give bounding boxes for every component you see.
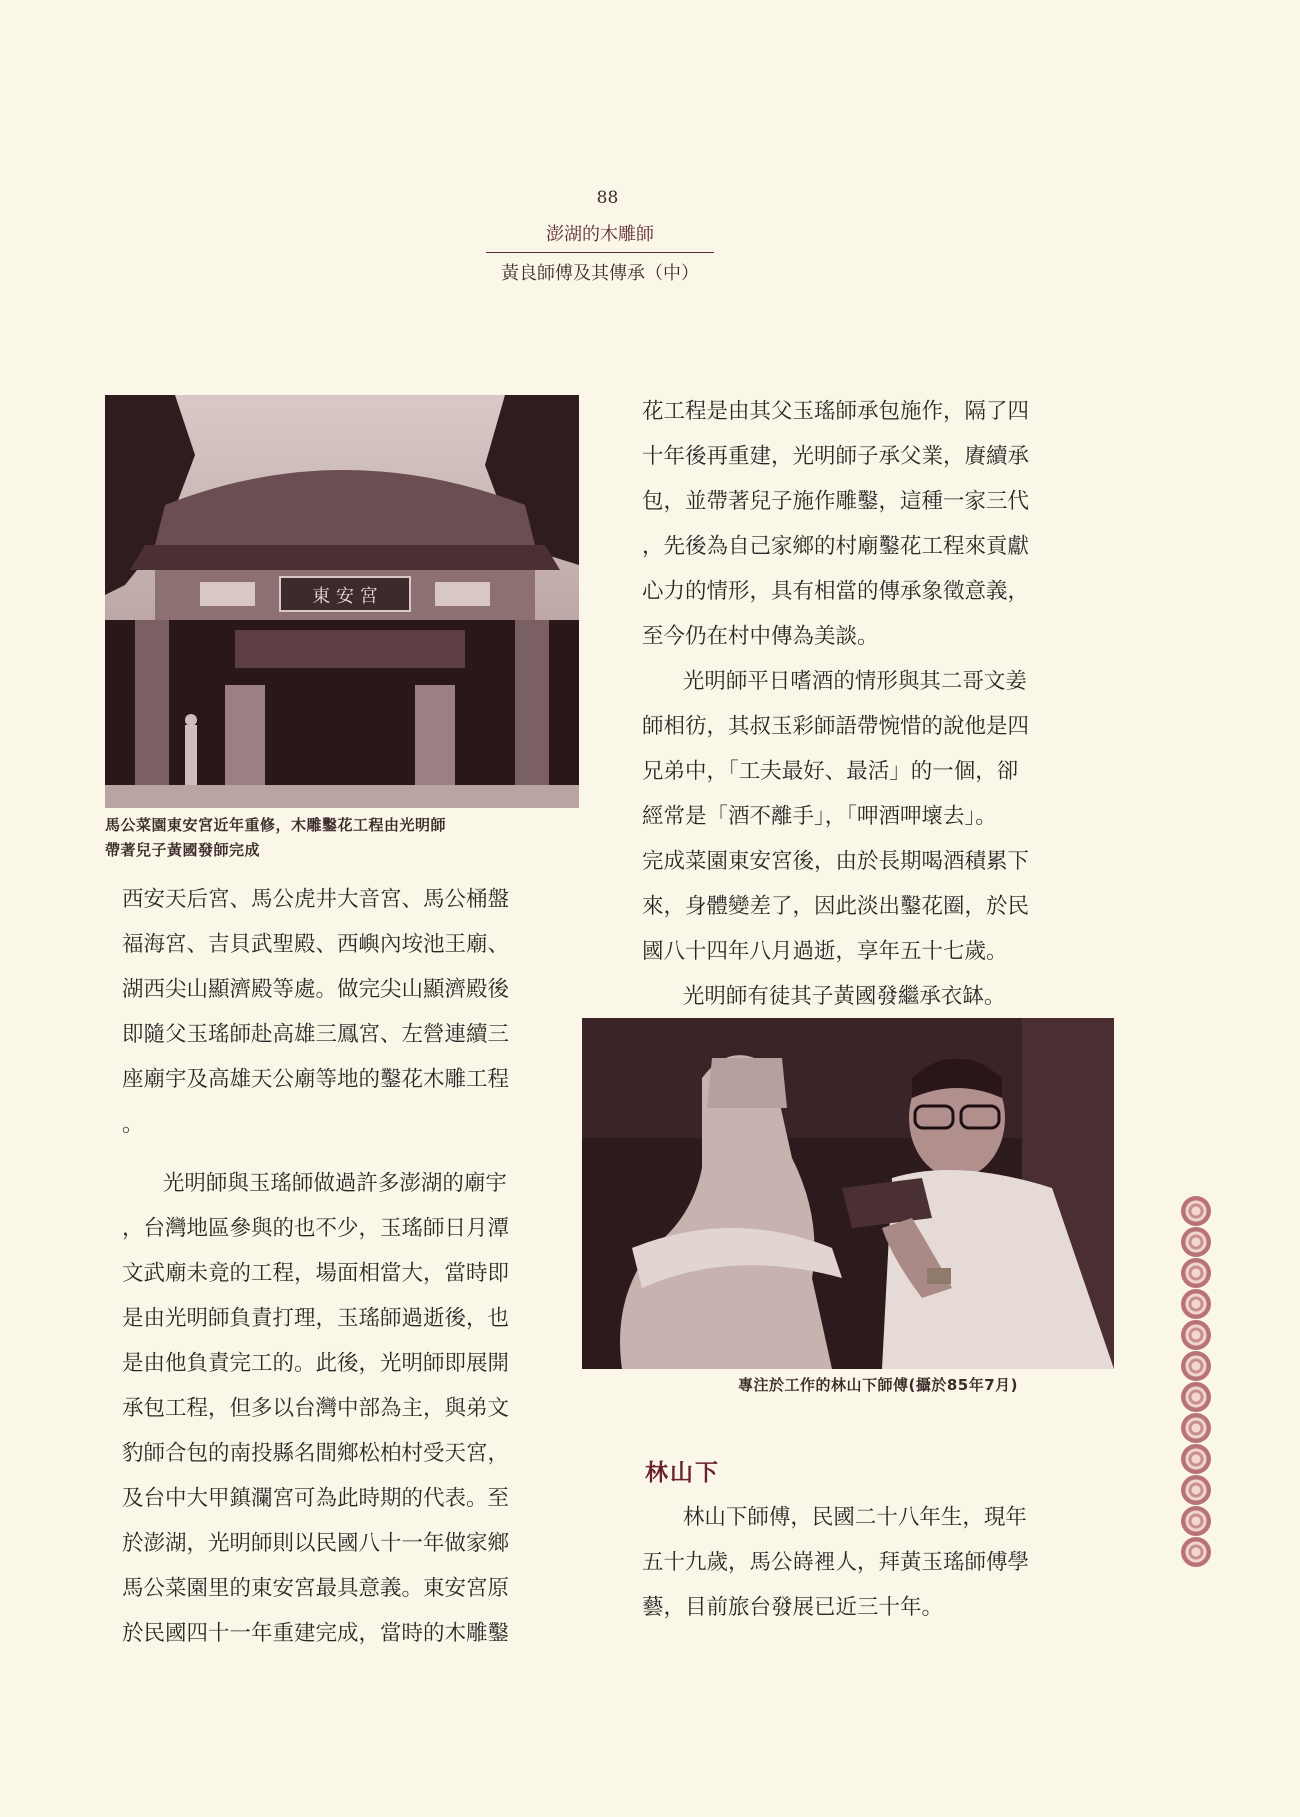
paragraph-line: 即隨父玉瑤師赴高雄三鳳宮、左營連續三 [122,1022,510,1047]
right-column-bottom [642,1495,1102,1630]
paragraph-line: 馬公菜園里的東安宮最具意義。東安宮原 [122,1576,510,1601]
ornament-medallion-icon [1181,1444,1211,1474]
paragraph-line: 承包工程，但多以台灣中部為主，與弟文 [122,1396,510,1421]
ornament-medallion-icon [1181,1320,1211,1350]
paragraph-line: 是由他負責完工的。此後，光明師即展開 [122,1351,510,1376]
paragraph-line: 。 [122,1112,144,1137]
paragraph-line: 經常是「酒不離手」，「呷酒呷壞去」。 [642,804,997,829]
paragraph-line: 花工程是由其父玉瑤師承包施作，隔了四 [642,399,1030,424]
paragraph-line: 福海宮、吉貝武聖殿、西嶼內垵池王廟、 [122,932,510,957]
paragraph-line: 光明師與玉瑤師做過許多澎湖的廟宇 [162,1171,507,1196]
paragraph-line: 於民國四十一年重建完成，當時的木雕鑿 [122,1621,510,1646]
paragraph-line: ，先後為自己家鄉的村廟鑿花工程來貢獻 [642,534,1030,559]
ornament-medallion-icon [1181,1196,1211,1226]
left-column [122,877,572,1656]
ornament-medallion-icon [1181,1258,1211,1288]
paragraph-line: 於澎湖，光明師則以民國八十一年做家鄉 [122,1531,510,1556]
paragraph-line: 來，身體變差了，因此淡出鑿花圈，於民 [642,894,1030,919]
paragraph-line: 包，並帶著兒子施作雕鑿，這種一家三代 [642,489,1030,514]
paragraph-line: 完成菜園東安宮後，由於長期喝酒積累下 [642,849,1030,874]
woodcarver-photo-caption: 專注於工作的林山下師傅(攝於85年7月) [738,1376,1019,1394]
ornament-medallion-icon [1181,1475,1211,1505]
paragraph-line: 五十九歲，馬公嵵裡人，拜黃玉瑤師傅學 [642,1550,1030,1575]
paragraph-line: 及台中大甲鎮瀾宮可為此時期的代表。至 [122,1486,510,1511]
paragraph-line: 心力的情形，具有相當的傳承象徵意義， [642,579,1030,604]
ornament-medallion-icon [1181,1506,1211,1536]
page-number: 88 [596,188,619,208]
ornament-medallion-icon [1181,1413,1211,1443]
paragraph-line: ，台灣地區參與的也不少，玉瑤師日月潭 [122,1216,510,1241]
paragraph-line: 十年後再重建，光明師子承父業，賡續承 [642,444,1030,469]
temple-photo-caption: 馬公菜園東安宮近年重修，木雕鑿花工程由光明師 帶著兒子黃國發師完成 [105,816,447,859]
paragraph-line: 光明師平日嗜酒的情形與其二哥文姜 [682,669,1027,694]
ornament-medallion-icon [1181,1537,1211,1567]
paragraph-line: 湖西尖山顯濟殿等處。做完尖山顯濟殿後 [122,977,510,1002]
temple-photo [105,395,579,808]
section-heading: 林山下 [645,1460,720,1486]
paragraph-line: 光明師有徒其子黃國發繼承衣缽。 [682,984,1006,1009]
woodcarver-photo [582,1018,1114,1369]
ornament-medallion-icon [1181,1351,1211,1381]
ornament-strip [1178,1196,1214,1568]
series-title: 澎湖的木雕師 [486,220,714,253]
paragraph-line: 座廟宇及高雄天公廟等地的鑿花木雕工程 [122,1067,510,1092]
paragraph-line: 兄弟中，「工夫最好、最活」的一個，卻 [642,759,1019,784]
temple-plaque: 東 安 宮 [312,586,378,607]
right-column-top [642,389,1102,1019]
paragraph-line: 林山下師傅，民國二十八年生，現年 [682,1505,1027,1530]
ornament-medallion-icon [1181,1382,1211,1412]
ornament-medallion-icon [1181,1289,1211,1319]
paragraph-line: 文武廟未竟的工程，場面相當大，當時即 [122,1261,510,1286]
paragraph-line: 至今仍在村中傳為美談。 [642,624,879,649]
paragraph-line: 國八十四年八月過逝，享年五十七歲。 [642,939,1008,964]
paragraph-line: 西安天后宮、馬公虎井大音宮、馬公桶盤 [122,887,510,912]
paragraph-line: 豹師合包的南投縣名間鄉松柏村受天宮， [122,1441,510,1466]
ornament-medallion-icon [1181,1227,1211,1257]
paragraph-line: 是由光明師負責打理，玉瑤師過逝後，也 [122,1306,510,1331]
paragraph-line: 藝，目前旅台發展已近三十年。 [642,1595,944,1620]
chapter-title: 黃良師傅及其傳承（中） [501,263,699,284]
running-head [486,220,714,285]
paragraph-line: 師相彷，其叔玉彩師語帶惋惜的說他是四 [642,714,1030,739]
